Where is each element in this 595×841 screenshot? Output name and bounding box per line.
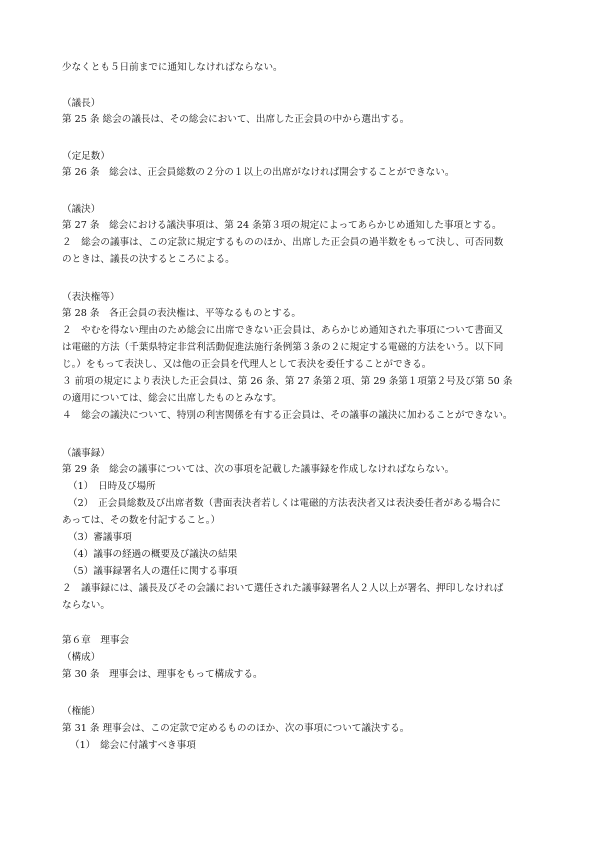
article-29: 第 29 条 総会の議事については、次の事項を記載した議事録を作成しなければならない。	[62, 464, 455, 475]
text-line: あっては、その数を付記すること。）	[62, 515, 221, 526]
section-heading: （表決権等）	[62, 292, 120, 303]
section-heading: （議事録）	[62, 448, 110, 459]
article-25: 第 25 条 総会の議長は、その総会において、出席した正会員の中から選出する。	[62, 114, 410, 125]
article-26: 第 26 条 総会は、正会員総数の２分の１以上の出席がなければ開会することができない。	[62, 167, 455, 178]
chapter-heading: 第６章 理事会	[62, 635, 130, 646]
section-heading: （定足数）	[62, 151, 110, 162]
text-line: ２ 総会の議事は、この定款に規定するもののほか、出席した正会員の過半数をもって決し、可否同数	[62, 237, 504, 248]
text-line: ４ 総会の議決について、特別の利害関係を有する正会員は、その議事の議決に加わることができない。	[62, 410, 513, 421]
section-heading: （構成）	[62, 652, 101, 663]
article-28: 第 28 条 各正会員の表決権は、平等なるものとする。	[62, 308, 301, 319]
article-30: 第 30 条 理事会は、理事をもって構成する。	[62, 669, 263, 680]
text-line: の適用については、総会に出席したものとみなす。	[62, 393, 282, 404]
list-item: （2） 正会員総数及び出席者数（書面表決者若しくは電磁的方法表決者又は表決委任者がある場合に	[68, 498, 502, 509]
list-item: （3）審議事項	[68, 532, 132, 543]
text-line: ならない。	[62, 600, 110, 611]
text-line: ２ 議事録には、議長及びその会議において選任された議事録署名人２人以上が署名、押印しなければ	[62, 583, 504, 594]
text-line: 少なくとも５日前までに通知しなければならない。	[62, 62, 283, 73]
text-line: ２ やむを得ない理由のため総会に出席できない正会員は、あらかじめ通知された事項について書面又	[62, 325, 504, 336]
list-item: （1） 日時及び場所	[68, 481, 156, 492]
list-item: （4）議事の経過の概要及び議決の結果	[68, 549, 238, 560]
section-heading: （議決）	[62, 204, 101, 215]
list-item: （5）議事録署名人の選任に関する事項	[68, 566, 238, 577]
text-line: のときは、議長の決するところによる。	[62, 254, 235, 265]
list-item: （1） 総会に付議すべき事項	[70, 740, 196, 751]
section-heading: （権能）	[62, 706, 101, 717]
section-heading: （議長）	[62, 98, 101, 109]
text-line: ３ 前項の規定により表決した正会員は、第 26 条、第 27 条第２項、第 29 条第１項第２号及び第 50 条	[62, 376, 513, 387]
text-line: は電磁的方法（千葉県特定非営利活動促進法施行条例第３条の２に規定する電磁的方法をいう。以下同	[62, 342, 504, 353]
text-line: じ。）をもって表決し、又は他の正会員を代理人として表決を委任することができる。	[62, 359, 432, 370]
article-27: 第 27 条 総会における議決事項は、第 24 条第３項の規定によってあらかじめ通知した事項とする。	[62, 220, 502, 231]
article-31: 第 31 条 理事会は、この定款で定めるもののほか、次の事項について議決する。	[62, 723, 410, 734]
